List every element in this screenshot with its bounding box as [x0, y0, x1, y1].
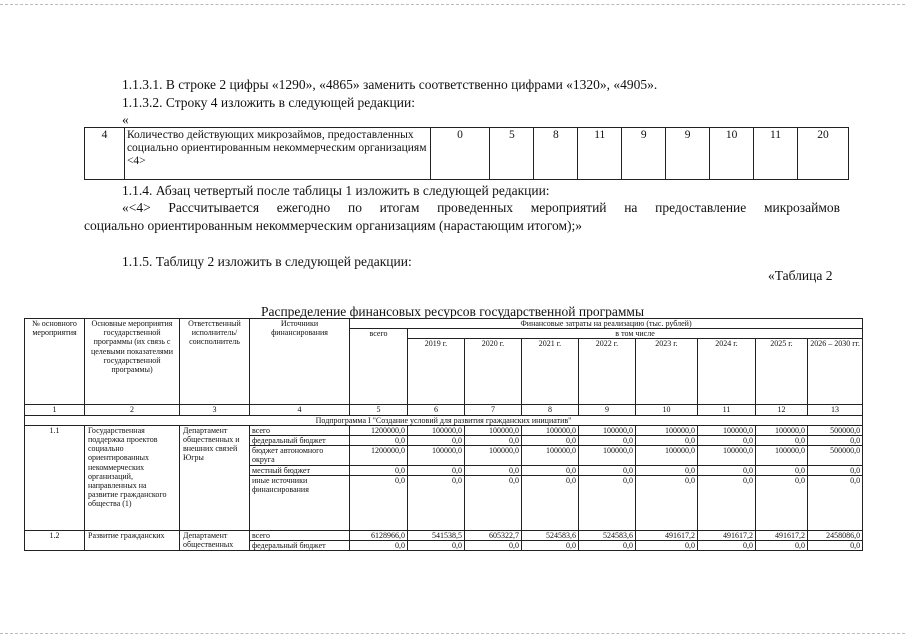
amount-cell: 100000,0 — [408, 446, 465, 465]
paragraph-1-1-4: 1.1.4. Абзац четвертый после таблицы 1 изложить в следующей редакции: — [122, 183, 550, 198]
amount-cell: 0,0 — [756, 465, 808, 475]
financing-table — [24, 318, 863, 551]
header-including: в том числе — [408, 329, 863, 339]
column-number: 2 — [85, 405, 180, 415]
column-number: 12 — [756, 405, 808, 415]
amount-cell: 0,0 — [808, 436, 863, 446]
amount-cell: 0,0 — [408, 475, 465, 530]
amount-cell: 0,0 — [522, 465, 579, 475]
amount-cell: 491617,2 — [636, 530, 698, 540]
subprogram-heading: Подпрограмма I "Создание условий для развития гражданских инициатив" — [25, 415, 863, 425]
amount-cell: 0,0 — [636, 541, 698, 551]
activity-executor: Департамент общественных и внешних связей Югры — [180, 425, 250, 530]
amount-cell: 0,0 — [756, 436, 808, 446]
paragraph-footnote-line-2: социально ориентированным некоммерческим организациям (нарастающим итогом);» — [84, 218, 583, 233]
amount-cell: 100000,0 — [698, 446, 756, 465]
amount-cell: 100000,0 — [756, 446, 808, 465]
amount-cell: 0,0 — [350, 475, 408, 530]
column-number: 13 — [808, 405, 863, 415]
amount-cell: 524583,6 — [522, 530, 579, 540]
activity-number: 1.1 — [25, 425, 85, 530]
table-2-label: «Таблица 2 — [768, 268, 833, 283]
amount-cell: 0,0 — [522, 436, 579, 446]
paragraph-1-1-3-1: 1.1.3.1. В строке 2 цифры «1290», «4865» заменить соответственно цифрами «1320», «4905». — [122, 77, 658, 92]
header-main-activities: Основные мероприятия государственной программы (их связь с целевыми показателями государственной программы) — [85, 319, 180, 405]
header-financial-costs: Финансовые затраты на реализацию (тыс. рублей) — [350, 319, 863, 329]
amount-cell: 524583,6 — [579, 530, 636, 540]
amount-cell: 0,0 — [465, 541, 522, 551]
header-year: 2022 г. — [579, 339, 636, 405]
paragraph-footnote-line-1: «<4> Рассчитывается ежегодно по итогам проведенных мероприятий на предоставление микрозаймов — [122, 200, 840, 215]
amount-cell: 1200000,0 — [350, 446, 408, 465]
funding-source: всего — [250, 425, 350, 435]
amount-cell: 0,0 — [636, 465, 698, 475]
amount-cell: 0,0 — [756, 541, 808, 551]
row-4-indicator: Количество действующих микрозаймов, предоставленных социально ориентированным некоммерческим организациям <4> — [124, 128, 430, 180]
amount-cell: 0,0 — [756, 475, 808, 530]
paragraph-1-1-5: 1.1.5. Таблицу 2 изложить в следующей редакции: — [122, 254, 412, 269]
header-year: 2024 г. — [698, 339, 756, 405]
amount-cell: 2458086,0 — [808, 530, 863, 540]
amount-cell: 100000,0 — [465, 446, 522, 465]
amount-cell: 100000,0 — [465, 425, 522, 435]
amount-cell: 0,0 — [698, 436, 756, 446]
header-year: 2025 г. — [756, 339, 808, 405]
amount-cell: 0,0 — [636, 436, 698, 446]
header-year: 2021 г. — [522, 339, 579, 405]
amount-cell: 0,0 — [808, 465, 863, 475]
amount-cell: 0,0 — [465, 475, 522, 530]
amount-cell: 100000,0 — [636, 425, 698, 435]
amount-cell: 0,0 — [579, 475, 636, 530]
column-number: 1 — [25, 405, 85, 415]
column-number: 7 — [465, 405, 522, 415]
amount-cell: 100000,0 — [522, 446, 579, 465]
header-year: 2023 г. — [636, 339, 698, 405]
header-year: 2019 г. — [408, 339, 465, 405]
funding-source: федеральный бюджет — [250, 436, 350, 446]
amount-cell: 0,0 — [350, 541, 408, 551]
amount-cell: 0,0 — [698, 475, 756, 530]
column-number: 6 — [408, 405, 465, 415]
funding-source: всего — [250, 530, 350, 540]
row-4-number: 4 — [85, 128, 125, 180]
row-4-value: 10 — [710, 128, 754, 180]
amount-cell: 491617,2 — [698, 530, 756, 540]
amount-cell: 100000,0 — [579, 425, 636, 435]
amount-cell: 500000,0 — [808, 446, 863, 465]
amount-cell: 6128966,0 — [350, 530, 408, 540]
header-main-activity-number: № основного мероприятия — [25, 319, 85, 405]
amount-cell: 0,0 — [350, 436, 408, 446]
paragraph-1-1-3-2: 1.1.3.2. Строку 4 изложить в следующей редакции: — [122, 95, 415, 110]
row-4-value: 9 — [622, 128, 666, 180]
header-year: 2020 г. — [465, 339, 522, 405]
row-4-value: 11 — [754, 128, 798, 180]
amount-cell: 100000,0 — [579, 446, 636, 465]
funding-source: местный бюджет — [250, 465, 350, 475]
amount-cell: 0,0 — [579, 436, 636, 446]
amount-cell: 100000,0 — [698, 425, 756, 435]
amount-cell: 0,0 — [522, 475, 579, 530]
amount-cell: 1200000,0 — [350, 425, 408, 435]
column-number: 5 — [350, 405, 408, 415]
row-4-value: 11 — [578, 128, 622, 180]
amount-cell: 541538,5 — [408, 530, 465, 540]
amount-cell: 0,0 — [350, 465, 408, 475]
header-executor: Ответственный исполнитель/ соисполнитель — [180, 319, 250, 405]
open-quote: « — [122, 112, 129, 127]
row-4-value: 8 — [534, 128, 578, 180]
funding-source: бюджет автономного округа — [250, 446, 350, 465]
amount-cell: 0,0 — [408, 465, 465, 475]
amount-cell: 0,0 — [465, 436, 522, 446]
amount-cell: 0,0 — [808, 475, 863, 530]
amount-cell: 500000,0 — [808, 425, 863, 435]
activity-number: 1.2 — [25, 530, 85, 550]
amount-cell: 491617,2 — [756, 530, 808, 540]
column-number: 3 — [180, 405, 250, 415]
header-total: всего — [350, 329, 408, 405]
activity-name: Государственная поддержка проектов социально ориентированных некоммерческих организаций, направленных на развитие гражданского общества (1) — [85, 425, 180, 530]
amount-cell: 100000,0 — [756, 425, 808, 435]
header-funding-source: Источники финансирования — [250, 319, 350, 405]
column-number: 10 — [636, 405, 698, 415]
scan-edge-bottom — [0, 633, 905, 634]
row-4-value: 5 — [490, 128, 534, 180]
amount-cell: 0,0 — [698, 465, 756, 475]
row-4-value: 0 — [430, 128, 490, 180]
amount-cell: 0,0 — [698, 541, 756, 551]
activity-name: Развитие гражданских — [85, 530, 180, 550]
funding-source: иные источники финансирования — [250, 475, 350, 530]
amount-cell: 0,0 — [408, 541, 465, 551]
column-number: 11 — [698, 405, 756, 415]
scan-edge-top — [0, 4, 905, 5]
amount-cell: 0,0 — [408, 436, 465, 446]
amount-cell: 100000,0 — [408, 425, 465, 435]
amount-cell: 0,0 — [522, 541, 579, 551]
funding-source: федеральный бюджет — [250, 541, 350, 551]
column-number: 9 — [579, 405, 636, 415]
column-number: 8 — [522, 405, 579, 415]
column-number: 4 — [250, 405, 350, 415]
amount-cell: 0,0 — [636, 475, 698, 530]
table-2-title: Распределение финансовых ресурсов государственной программы — [260, 304, 645, 319]
amount-cell: 100000,0 — [522, 425, 579, 435]
row-4-value: 20 — [798, 128, 849, 180]
amount-cell: 100000,0 — [636, 446, 698, 465]
amount-cell: 0,0 — [808, 541, 863, 551]
amount-cell: 605322,7 — [465, 530, 522, 540]
header-year: 2026 – 2030 гг. — [808, 339, 863, 405]
amount-cell: 0,0 — [579, 465, 636, 475]
amount-cell: 0,0 — [579, 541, 636, 551]
row-4-table — [84, 127, 849, 180]
activity-executor: Департамент общественных — [180, 530, 250, 550]
amount-cell: 0,0 — [465, 465, 522, 475]
row-4-value: 9 — [666, 128, 710, 180]
